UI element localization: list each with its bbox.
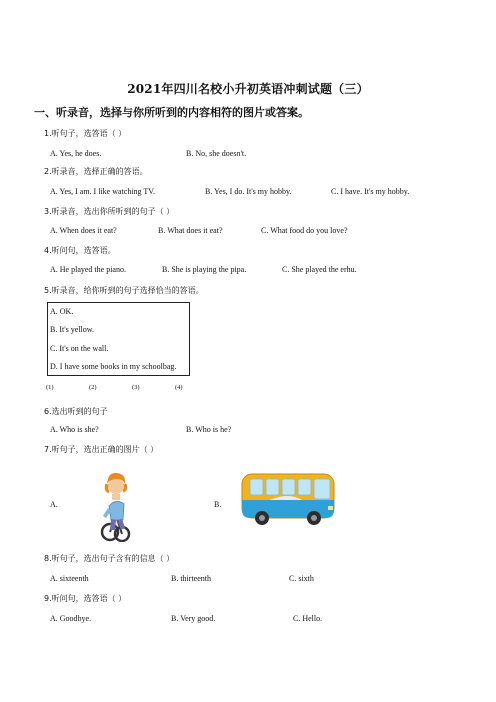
q7-option-a[interactable]: A. [50, 500, 58, 509]
bus-picture[interactable] [240, 470, 336, 528]
question-7-prompt: 7.听句子，选出正确的图片（ ） [44, 445, 159, 454]
question-5-prompt: 5.听录音，给你听到的句子选择恰当的答语。 [44, 286, 204, 295]
q8-option-c[interactable]: C. sixth [289, 574, 314, 583]
q1-option-b[interactable]: B. No, she doesn't. [186, 149, 247, 158]
q5-blank-1[interactable]: (1) [46, 384, 54, 391]
q4-option-b[interactable]: B. She is playing the pipa. [162, 265, 247, 274]
q5-choice-a: A. OK. [50, 307, 74, 316]
q5-blank-2[interactable]: (2) [89, 384, 97, 391]
q9-option-b[interactable]: B. Very good. [171, 614, 216, 623]
q6-option-b[interactable]: B. Who is he? [186, 425, 232, 434]
q9-option-c[interactable]: C. Hello. [293, 614, 323, 623]
q4-option-c[interactable]: C. She played the erhu. [282, 265, 357, 274]
q8-option-b[interactable]: B. thirteenth [171, 574, 211, 583]
q5-blank-4[interactable]: (4) [175, 384, 183, 391]
q3-option-a[interactable]: A. When does it eat? [50, 226, 117, 235]
question-6-prompt: 6.选出听到的句子 [44, 407, 108, 416]
q1-option-a[interactable]: A. Yes, he does. [50, 149, 102, 158]
question-3-prompt: 3.听录音，选出你所听到的句子（ ） [44, 207, 175, 216]
question-9-prompt: 9.听问句，选答语（ ） [44, 594, 127, 603]
question-8-prompt: 8.听句子，选出句子含有的信息（ ） [44, 554, 175, 563]
q3-option-b[interactable]: B. What does it eat? [158, 226, 223, 235]
q5-choice-c: C. It's on the wall. [50, 344, 109, 353]
answer-choices-box [47, 302, 190, 376]
page-title: 2021年四川名校小升初英语冲刺试题（三） [127, 82, 369, 96]
question-2-prompt: 2.听录音，选择正确的答语。 [44, 167, 148, 176]
q7-option-b[interactable]: B. [214, 500, 222, 509]
question-4-prompt: 4.听问句，选答语。 [44, 246, 116, 255]
q8-option-a[interactable]: A. sixteenth [50, 574, 89, 583]
q5-choice-d: D. I have some books in my schoolbag. [50, 362, 177, 371]
section-heading: 一、听录音，选择与你所听到的内容相符的图片或答案。 [34, 106, 309, 119]
q6-option-a[interactable]: A. Who is she? [50, 425, 99, 434]
q3-option-c[interactable]: C. What food do you love? [261, 226, 348, 235]
boy-riding-bike-picture[interactable] [98, 464, 134, 542]
q2-option-c[interactable]: C. I have. It's my hobby. [331, 187, 410, 196]
question-1-prompt: 1.听句子，选答语（ ） [44, 129, 127, 138]
q4-option-a[interactable]: A. He played the piano. [50, 265, 126, 274]
q5-choice-b: B. It's yellow. [50, 325, 95, 334]
q5-blank-3[interactable]: (3) [132, 384, 140, 391]
q2-option-b[interactable]: B. Yes, I do. It's my hobby. [205, 187, 292, 196]
q9-option-a[interactable]: A. Goodbye. [50, 614, 92, 623]
q2-option-a[interactable]: A. Yes, I am. I like watching TV. [50, 187, 156, 196]
